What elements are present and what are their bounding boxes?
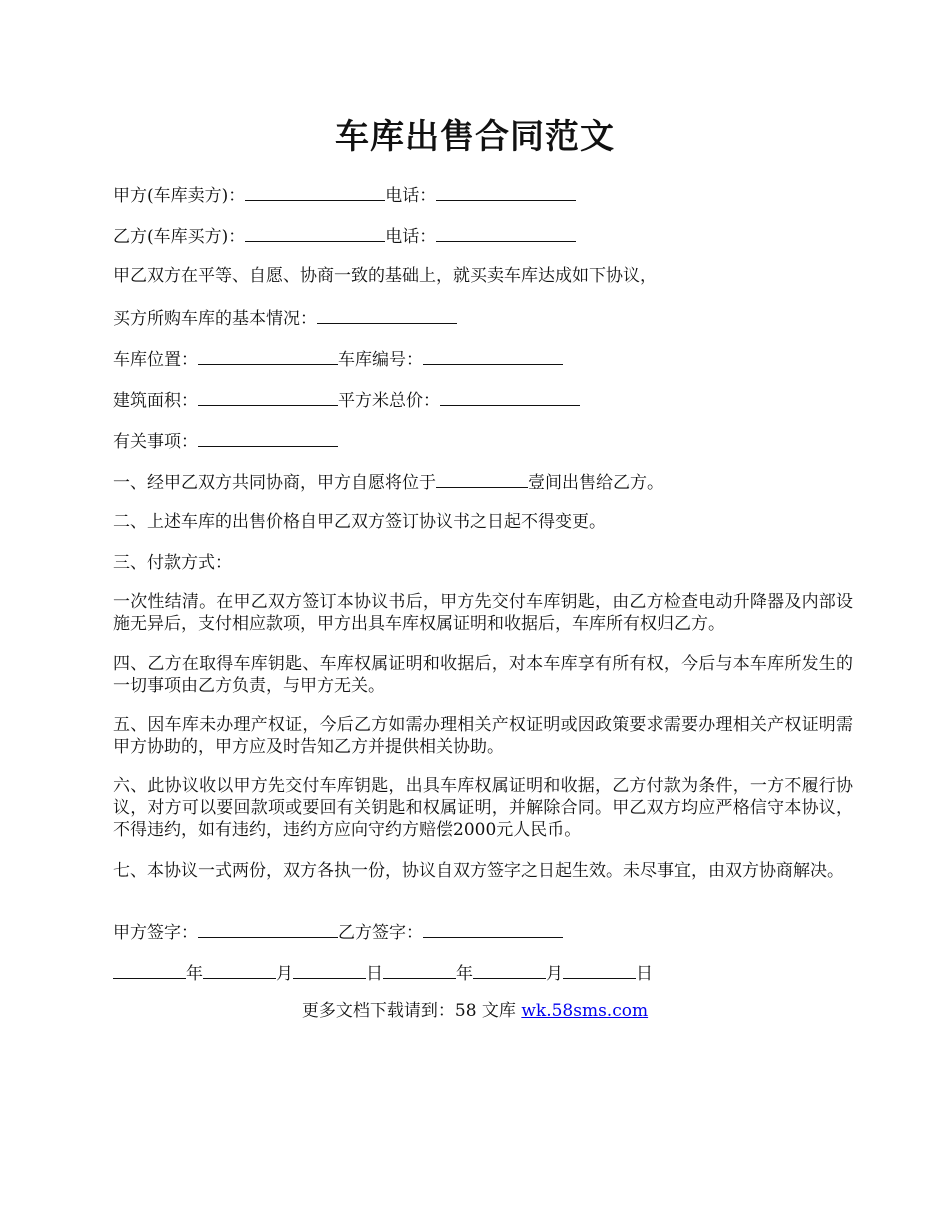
date-b-month-blank[interactable]: [473, 962, 546, 979]
party-a-phone-blank[interactable]: [436, 184, 576, 201]
date-line: [113, 962, 853, 984]
party-a-label: 甲方(车库卖方)：: [113, 186, 246, 206]
party-a-line: [113, 184, 853, 206]
sign-a-label: 甲方签字：: [113, 923, 198, 943]
party-b-phone-blank[interactable]: [436, 225, 576, 242]
party-b-label: 乙方(车库买方)：: [113, 227, 246, 247]
area-line: [113, 389, 853, 411]
clause-1-location-blank[interactable]: [436, 471, 528, 488]
document-title: 车库出售合同范文: [335, 117, 615, 157]
garage-number-label: 车库编号：: [338, 350, 423, 370]
date-b-month-unit: 月: [546, 964, 563, 984]
location-blank[interactable]: [198, 348, 338, 365]
area-blank[interactable]: [198, 389, 338, 406]
garage-number-blank[interactable]: [423, 348, 563, 365]
party-b-line: [113, 225, 853, 247]
clause-4: 四、乙方在取得车库钥匙、车库权属证明和收据后，对本车库享有所有权，今后与本车库所发生的一切事项由乙方负责，与甲方无关。: [113, 654, 853, 696]
intro-text: 甲乙双方在平等、自愿、协商一致的基础上，就买卖车库达成如下协议，: [113, 266, 657, 286]
sign-b-blank[interactable]: [423, 921, 563, 938]
clause-7: 七、本协议一式两份，双方各执一份，协议自双方签字之日起生效。未尽事宜，由双方协商解决。: [113, 861, 844, 881]
signature-line: [113, 921, 853, 943]
clause-1-before: 一、经甲乙双方共同协商，甲方自愿将位于: [113, 473, 436, 493]
basic-info-label: 买方所购车库的基本情况：: [113, 309, 317, 329]
date-a-day-unit: 日: [366, 964, 383, 984]
matters-line: [113, 430, 853, 452]
matters-label: 有关事项：: [113, 432, 198, 452]
party-b-name-blank[interactable]: [245, 225, 385, 242]
area-label: 建筑面积：: [113, 391, 198, 411]
date-a-year-blank[interactable]: [113, 962, 186, 979]
basic-info-blank[interactable]: [317, 307, 457, 324]
date-b-year-blank[interactable]: [383, 962, 456, 979]
total-price-label: 平方米总价：: [338, 391, 440, 411]
date-a-month-blank[interactable]: [203, 962, 276, 979]
footer: [0, 1001, 950, 1021]
clause-5: 五、因车库未办理产权证，今后乙方如需办理相关产权证明或因政策要求需要办理相关产权证明需甲方协助的，甲方应及时告知乙方并提供相关协助。: [113, 715, 853, 757]
clause-1-after: 壹间出售给乙方。: [528, 473, 664, 493]
location-line: [113, 348, 853, 370]
date-a-year-unit: 年: [186, 964, 203, 984]
party-a-name-blank[interactable]: [245, 184, 385, 201]
party-a-phone-label: 电话：: [385, 186, 437, 206]
total-price-blank[interactable]: [440, 389, 580, 406]
footer-text: 更多文档下载请到：58 文库: [301, 1001, 522, 1021]
clause-6: 六、此协议收以甲方先交付车库钥匙，出具车库权属证明和收据，乙方付款为条件，一方不履行协议，对方可以要回款项或要回有关钥匙和权属证明，并解除合同。甲乙双方均应严格信守本协议，不得违约，如有违约，违约方应向守约方赔偿2000元人民币。: [113, 776, 853, 840]
date-a-day-blank[interactable]: [293, 962, 366, 979]
date-b-day-unit: 日: [636, 964, 653, 984]
clause-3: 三、付款方式：: [113, 553, 232, 573]
basic-info-line: [113, 307, 853, 329]
location-label: 车库位置：: [113, 350, 198, 370]
clause-2: 二、上述车库的出售价格自甲乙双方签订协议书之日起不得变更。: [113, 512, 606, 532]
party-b-phone-label: 电话：: [385, 227, 437, 247]
date-b-day-blank[interactable]: [563, 962, 636, 979]
date-a-month-unit: 月: [276, 964, 293, 984]
date-b-year-unit: 年: [456, 964, 473, 984]
sign-b-label: 乙方签字：: [338, 923, 423, 943]
payment-paragraph: 一次性结清。在甲乙双方签订本协议书后，甲方先交付车库钥匙，由乙方检查电动升降器及内部设施无异后，支付相应款项，甲方出具车库权属证明和收据后，车库所有权归乙方。: [113, 592, 853, 634]
sign-a-blank[interactable]: [198, 921, 338, 938]
footer-link[interactable]: wk.58sms.com: [521, 1001, 649, 1021]
clause-1: [113, 471, 853, 493]
matters-blank[interactable]: [198, 430, 338, 447]
